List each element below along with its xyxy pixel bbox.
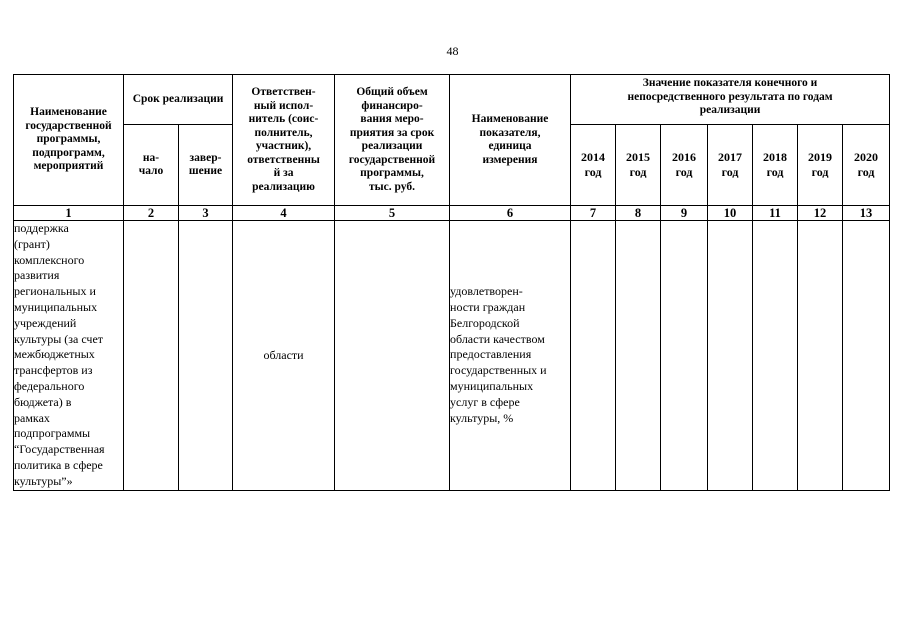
header-year-2019: 2019 год [798, 125, 843, 206]
header-start: на- чало [124, 125, 179, 206]
header-year-2018: 2018 год [753, 125, 798, 206]
header-financing-volume: Общий объем финансиро- вания меро- приятия за срок реализации государственной программы, тыс. руб. [335, 75, 450, 206]
header-responsible-executor: Ответствен- ный испол- нитель (соис- полнитель, участник), ответственны й за реализацию [233, 75, 335, 206]
value-2014-cell [571, 221, 616, 491]
header-year-2017: 2017 год [708, 125, 753, 206]
value-2019-cell [798, 221, 843, 491]
program-indicators-table [13, 74, 890, 491]
start-cell [124, 221, 179, 491]
column-number: 12 [798, 206, 843, 221]
column-number: 2 [124, 206, 179, 221]
column-number: 3 [179, 206, 233, 221]
column-number: 10 [708, 206, 753, 221]
header-year-2016: 2016 год [661, 125, 708, 206]
header-implementation-period: Срок реализации [124, 75, 233, 125]
program-name-cell: поддержка (грант) комплексного развития региональных и муниципальных учреждений культуры (за счет межбюджетных трансфертов из федерального бюджета) в рамках подпрограммы “Государственная политика в сфере культуры”» [14, 221, 124, 491]
column-number: 7 [571, 206, 616, 221]
column-number: 11 [753, 206, 798, 221]
header-indicator-name: Наименование показателя, единица измерения [450, 75, 571, 206]
financing-cell [335, 221, 450, 491]
value-2017-cell [708, 221, 753, 491]
header-end: завер- шение [179, 125, 233, 206]
end-cell [179, 221, 233, 491]
column-number-row [14, 206, 890, 221]
value-2015-cell [616, 221, 661, 491]
header-year-2014: 2014 год [571, 125, 616, 206]
value-2018-cell [753, 221, 798, 491]
header-year-2015: 2015 год [616, 125, 661, 206]
column-number: 8 [616, 206, 661, 221]
column-number: 9 [661, 206, 708, 221]
page-number: 48 [446, 44, 459, 58]
table-header-row-top [14, 75, 890, 125]
responsible-cell: области [233, 221, 335, 491]
column-number: 4 [233, 206, 335, 221]
table-row [14, 221, 890, 491]
column-number: 13 [843, 206, 890, 221]
value-2020-cell [843, 221, 890, 491]
column-number: 5 [335, 206, 450, 221]
header-year-2020: 2020 год [843, 125, 890, 206]
indicator-cell: удовлетворен- ности граждан Белгородской области качеством предоставления государственных и муниципальных услуг в сфере культуры, % [450, 221, 571, 491]
value-2016-cell [661, 221, 708, 491]
column-number: 1 [14, 206, 124, 221]
header-indicator-values: Значение показателя конечного и непосредственного результата по годам реализации [571, 75, 890, 125]
header-program-name: Наименование государственной программы, подпрограмм, мероприятий [14, 75, 124, 206]
column-number: 6 [450, 206, 571, 221]
